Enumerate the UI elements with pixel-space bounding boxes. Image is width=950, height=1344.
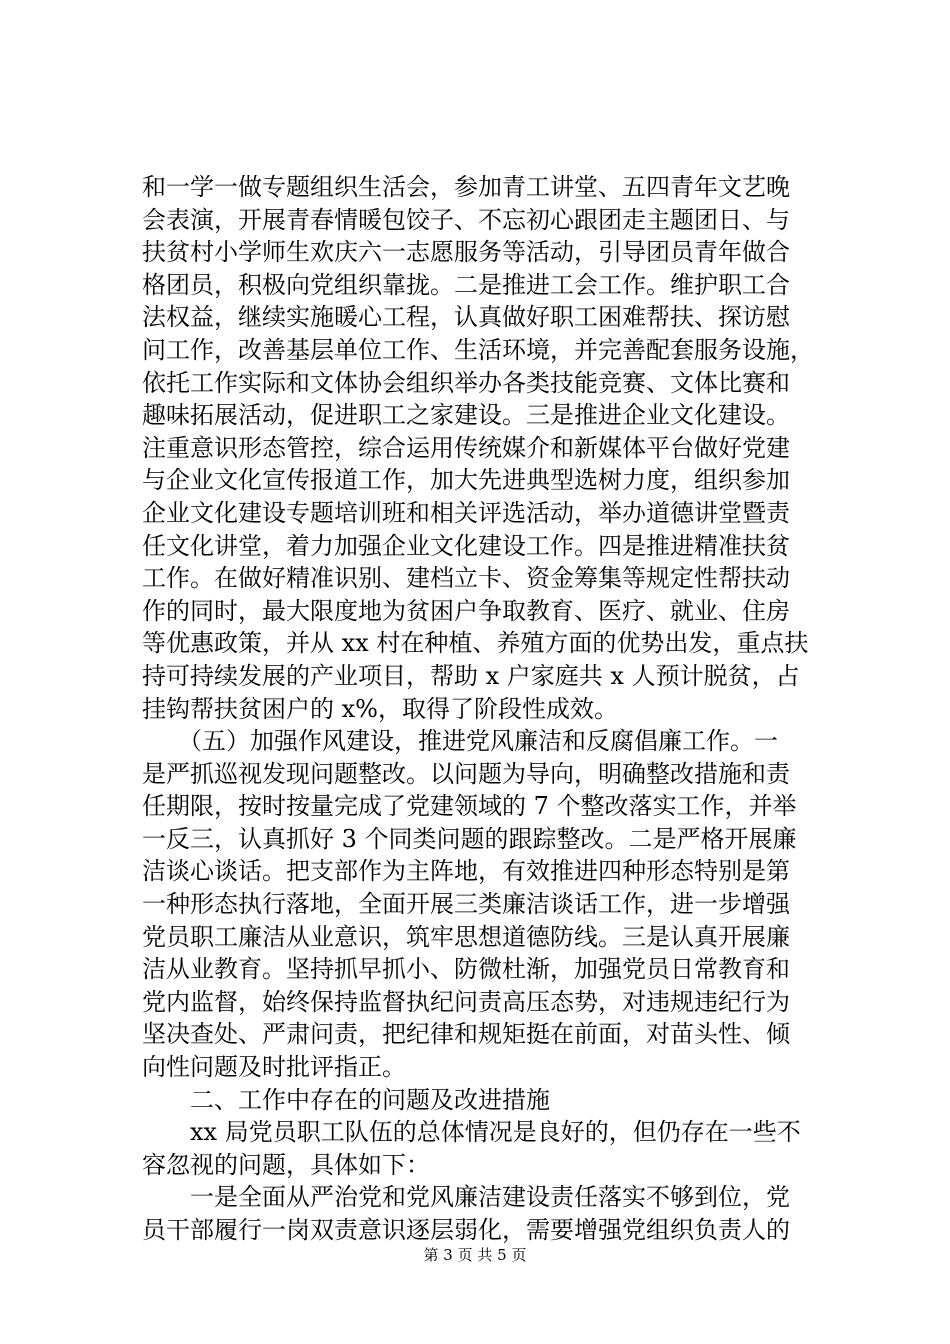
text-line: 洁谈心谈话。把支部作为主阵地，有效推进四种形态特别是第 xyxy=(142,857,790,886)
text-line: 工作。在做好精准识别、建档立卡、资金筹集等规定性帮扶动 xyxy=(142,564,790,593)
text-line: 党内监督，始终保持监督执纪问责高压态势，对违规违纪行为 xyxy=(142,987,790,1016)
text-line: 员干部履行一岗双责意识逐层弱化，需要增强党组织负责人的 xyxy=(142,1216,790,1244)
text-line: 和一学一做专题组织生活会，参加青工讲堂、五四青年文艺晚 xyxy=(142,173,790,201)
text-line: 任期限，按时按量完成了党建领域的 7 个整改落实工作，并举 xyxy=(142,792,797,821)
body-text xyxy=(142,171,842,1247)
text-line: 法权益，继续实施暖心工程，认真做好职工困难帮扶、探访慰 xyxy=(142,303,790,332)
text-line: 依托工作实际和文体协会组织举办各类技能竞赛、文体比赛和 xyxy=(142,368,790,397)
text-line: 会表演，开展青春情暖包饺子、不忘初心跟团走主题团日、与 xyxy=(142,205,790,234)
text-line: 容忽视的问题，具体如下： xyxy=(142,1150,430,1179)
text-line: 向性问题及时批评指正。 xyxy=(142,1053,406,1082)
text-line: 持可持续发展的产业项目，帮助 x 户家庭共 x 人预计脱贫，占 xyxy=(142,661,800,690)
text-line: 一种形态执行落地，全面开展三类廉洁谈话工作，进一步增强 xyxy=(142,890,790,919)
text-line: 问工作，改善基层单位工作、生活环境，并完善配套服务设施， xyxy=(142,335,814,364)
text-line: 坚决查处、严肃问责，把纪律和规矩挺在前面，对苗头性、倾 xyxy=(142,1020,790,1049)
text-line: 二、工作中存在的问题及改进措施 xyxy=(142,1085,550,1114)
text-line: 趣味拓展活动，促进职工之家建设。三是推进企业文化建设。 xyxy=(142,401,790,430)
text-line: 格团员，积极向党组织靠拢。二是推进工会工作。维护职工合 xyxy=(142,270,790,299)
page-footer: 第 3 页 共 5 页 xyxy=(423,1246,527,1264)
text-line: 扶贫村小学师生欢庆六一志愿服务等活动，引导团员青年做合 xyxy=(142,238,790,267)
text-line: 一是全面从严治党和党风廉洁建设责任落实不够到位，党 xyxy=(142,1183,790,1212)
text-line: 等优惠政策，并从 xx 村在种植、养殖方面的优势出发，重点扶 xyxy=(142,629,809,658)
text-line: 是严抓巡视发现问题整改。以问题为导向，明确整改措施和责 xyxy=(142,759,790,788)
text-line: 与企业文化宣传报道工作，加大先进典型选树力度，组织参加 xyxy=(142,466,790,495)
text-line: 党员职工廉洁从业意识，筑牢思想道德防线。三是认真开展廉 xyxy=(142,922,790,951)
text-line: 企业文化建设专题培训班和相关评选活动，举办道德讲堂暨责 xyxy=(142,498,790,527)
text-line: xx 局党员职工队伍的总体情况是良好的，但仍存在一些不 xyxy=(142,1118,801,1147)
text-line: （五）加强作风建设，推进党风廉洁和反腐倡廉工作。一 xyxy=(142,727,778,756)
text-line: 作的同时，最大限度地为贫困户争取教育、医疗、就业、住房 xyxy=(142,596,790,625)
text-line: 注重意识形态管控，综合运用传统媒介和新媒体平台做好党建 xyxy=(142,433,790,462)
text-line: 洁从业教育。坚持抓早抓小、防微杜渐，加强党员日常教育和 xyxy=(142,955,790,984)
text-line: 挂钩帮扶贫困户的 x%，取得了阶段性成效。 xyxy=(142,694,618,723)
text-line: 任文化讲堂，着力加强企业文化建设工作。四是推进精准扶贫 xyxy=(142,531,790,560)
text-line: 一反三，认真抓好 3 个同类问题的跟踪整改。二是严格开展廉 xyxy=(142,824,797,853)
